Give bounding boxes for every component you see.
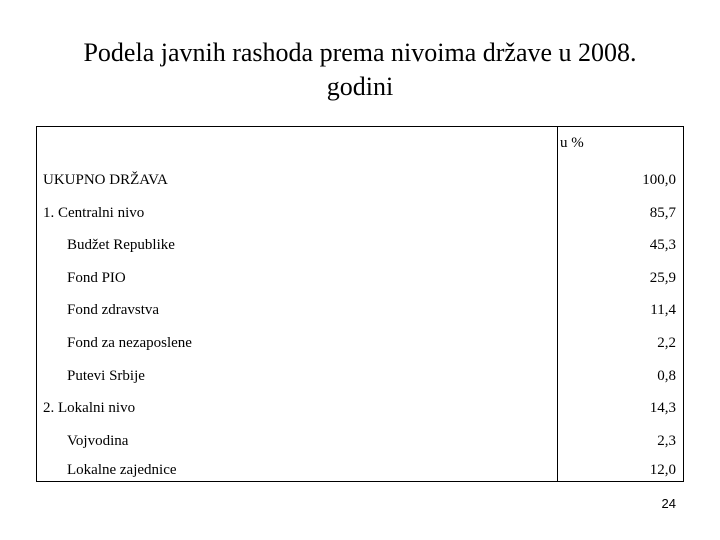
table-row-pio [37,262,682,295]
row-label: Fond PIO [67,269,126,286]
table-row-zdravstvo [37,294,682,327]
row-value: 100,0 [642,172,676,188]
row-label: Putevi Srbije [67,367,145,384]
table-row-budzet [37,229,682,262]
row-label: Vojvodina [67,432,129,449]
row-value: 12,0 [649,462,676,479]
row-value: 45,3 [649,237,676,254]
row-value: 0,8 [657,367,676,384]
row-value: 25,9 [649,269,676,286]
table-row-lokalni [37,392,682,425]
row-label: Fond za nezaposlene [67,335,192,351]
row-label: Lokalne zajednice [67,462,177,479]
page-number: 24 [661,496,676,511]
table-row-vojvodina [37,425,682,458]
row-value: 14,3 [649,400,676,417]
row-value: 85,7 [649,204,676,221]
row-value: 2,3 [657,432,676,449]
unit-label: u % [560,135,584,151]
row-value: 2,2 [657,335,676,351]
table-row-putevi [37,360,682,393]
row-label: 1. Centralni nivo [43,204,145,221]
row-value: 11,4 [650,302,676,319]
slide-title [0,36,720,104]
table-row-ukupno [37,164,682,197]
table-row-lokalne-zajednice [37,457,682,480]
row-label: UKUPNO DRŽAVA [43,172,168,188]
row-label: Budžet Republike [67,237,175,254]
expenditure-table [36,126,684,482]
row-label: Fond zdravstva [67,302,160,319]
table-row-centralni [37,197,682,230]
row-label: 2. Lokalni nivo [43,400,136,417]
table-row-nezaposleni [37,327,682,360]
title-line-1: Podela javnih rashoda prema nivoima države u 2008. [83,38,637,67]
title-line-2: godini [326,72,394,101]
